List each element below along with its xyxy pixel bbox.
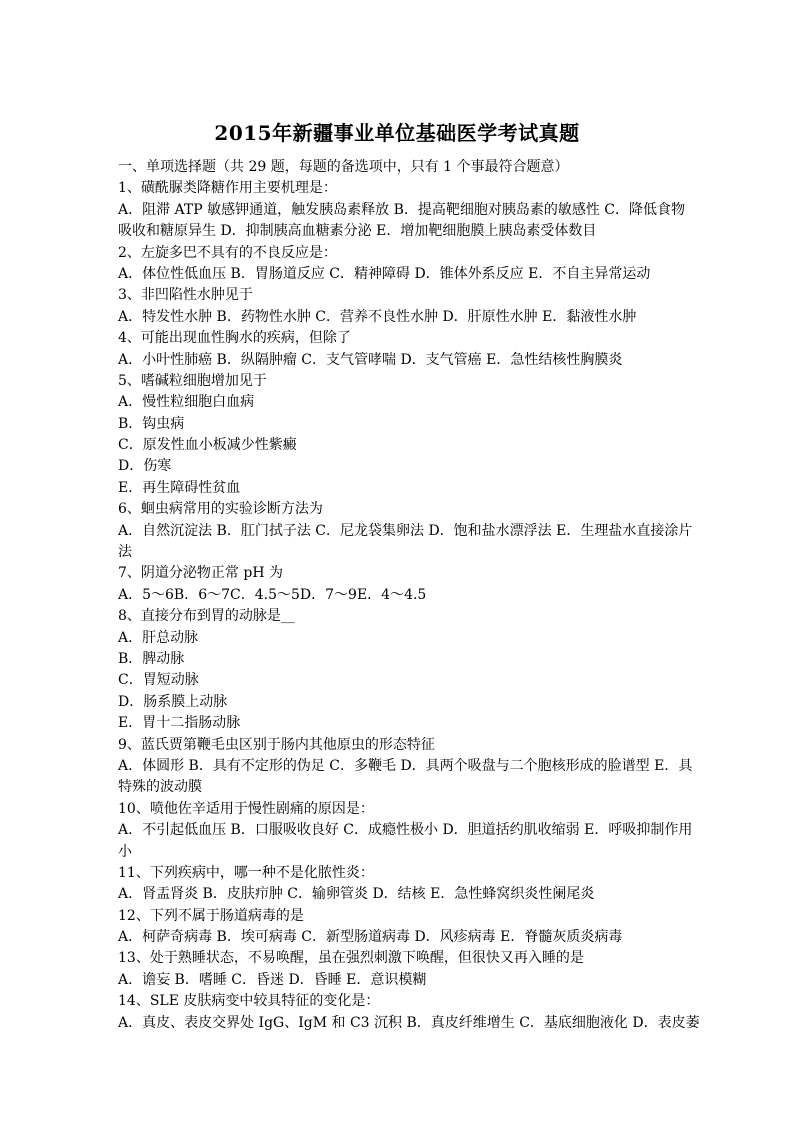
text-line: 小: [118, 843, 132, 860]
text-line: 6、蛔虫病常用的实验诊断方法为: [118, 501, 323, 518]
text-line: A．自然沉淀法 B．肛门拭子法 C．尼龙袋集卵法 D．饱和盐水漂浮法 E．生理盐水直接涂片: [118, 522, 693, 539]
text-line: 2、左旋多巴不具有的不良反应是：: [118, 244, 337, 261]
text-line: 特殊的波动膜: [118, 779, 202, 796]
text-line: 10、喷他佐辛适用于慢性剧痛的原因是：: [118, 800, 374, 817]
text-line: A．肝总动脉: [118, 629, 199, 646]
text-line: A．5～6B．6～7C．4.5～5D．7～9E．4～4.5: [118, 586, 427, 603]
text-line: 11、下列疾病中，哪一种不是化脓性炎：: [118, 864, 374, 881]
text-line: A．小叶性肺癌 B．纵隔肿瘤 C．支气管哮喘 D．支气管癌 E．急性结核性胸膜炎: [118, 351, 623, 368]
text-line: 8、直接分布到胃的动脉是__: [118, 608, 295, 625]
text-line: 4、可能出现血性胸水的疾病，但除了: [118, 330, 351, 347]
text-line: A．不引起低血压 B．口服吸收良好 C．成瘾性极小 D．胆道括约肌收缩弱 E．呼吸抑制作用: [118, 822, 693, 839]
text-line: D．肠系膜上动脉: [118, 693, 228, 710]
text-line: 一、单项选择题（共 29 题，每题的备选项中，只有 1 个事最符合题意）: [118, 159, 569, 175]
text-line: 5、嗜碱粒细胞增加见于: [118, 372, 267, 389]
text-line: 12、下列不属于肠道病毒的是: [118, 907, 304, 924]
text-line: A．柯萨奇病毒 B．埃可病毒 C．新型肠道病毒 D．风疹病毒 E．脊髓灰质炎病毒: [118, 929, 623, 946]
text-line: D．伤寒: [118, 458, 172, 475]
text-line: 7、阴道分泌物正常 pH 为: [118, 565, 283, 582]
text-line: 法: [118, 544, 132, 561]
text-line: A．肾盂肾炎 B．皮肤疖肿 C．输卵管炎 D．结核 E．急性蜂窝织炎性阑尾炎: [118, 886, 595, 903]
document-body: [118, 157, 700, 1034]
text-line: A．阻滞 ATP 敏感钾通道，触发胰岛素释放 B．提高靶细胞对胰岛素的敏感性 C．降低食物: [118, 201, 686, 218]
text-line: E．胃十二指肠动脉: [118, 715, 241, 732]
text-line: B．脾动脉: [118, 650, 185, 667]
text-line: 14、SLE 皮肤病变中较具特征的变化是：: [118, 993, 380, 1010]
text-line: A．真皮、表皮交界处 IgG、IgM 和 C3 沉积 B．真皮纤维增生 C．基底细胞液化 D．表皮萎: [118, 1014, 700, 1031]
text-line: 3、非凹陷性水肿见于: [118, 287, 253, 304]
text-line: A．体圆形 B．具有不定形的伪足 C．多鞭毛 D．具两个吸盘与二个胞核形成的脸谱型 E．具: [118, 757, 693, 774]
text-line: 9、蓝氏贾第鞭毛虫区别于肠内其他原虫的形态特征: [118, 736, 435, 753]
text-line: C．原发性血小板减少性紫癜: [118, 437, 297, 454]
text-line: E．再生障碍性贫血: [118, 479, 241, 496]
text-line: 吸收和糖原异生 D．抑制胰高血糖素分泌 E．增加靶细胞膜上胰岛素受体数目: [118, 223, 597, 240]
text-line: A．慢性粒细胞白血病: [118, 394, 255, 411]
text-line: B．钩虫病: [118, 415, 185, 432]
text-line: C．胃短动脉: [118, 672, 199, 689]
text-line: 1、磺酰脲类降糖作用主要机理是：: [118, 180, 337, 197]
document-title: 2015年新疆事业单位基础医学考试真题: [214, 121, 580, 145]
text-line: A．特发性水肿 B．药物性水肿 C．营养不良性水肿 D．肝原性水肿 E．黏液性水肿: [118, 308, 637, 325]
text-line: 13、处于熟睡状态，不易唤醒，虽在强烈刺激下唤醒，但很快又再入睡的是: [118, 950, 584, 967]
text-line: A．体位性低血压 B．胃肠道反应 C．精神障碍 D．锥体外系反应 E．不自主异常运动: [118, 265, 651, 282]
text-line: A．谵妄 B．嗜睡 C．昏迷 D．昏睡 E．意识模糊: [118, 971, 427, 988]
